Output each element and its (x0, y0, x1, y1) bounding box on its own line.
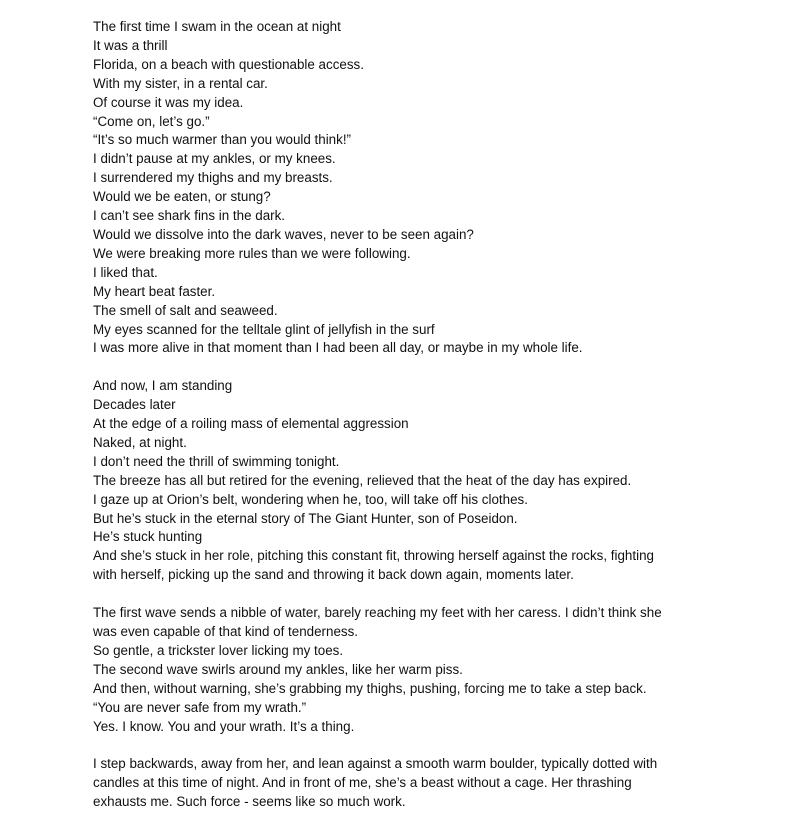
poem-line: We were breaking more rules than we were following. (93, 245, 411, 261)
poem-line: I gaze up at Orion’s belt, wondering when he, too, will take off his clothes. (93, 491, 528, 507)
poem-line: He’s stuck hunting (93, 529, 203, 545)
stanza-1 (93, 18, 713, 358)
poem-line: Would we dissolve into the dark waves, never to be seen again? (93, 226, 474, 242)
poem-line: And she’s stuck in her role, pitching this constant fit, throwing herself against the rocks, fighting (93, 548, 654, 564)
poem-line: Florida, on a beach with questionable access. (93, 56, 364, 72)
poem-line: The first time I swam in the ocean at night (93, 19, 341, 34)
poem-line: My heart beat faster. (93, 283, 216, 299)
poem-line: I step backwards, away from her, and lean against a smooth warm boulder, typically dotted with (93, 756, 658, 772)
poem-line: The smell of salt and seaweed. (93, 302, 278, 318)
poem-line: “Come on, let’s go.” (93, 113, 210, 129)
poem-page (93, 18, 713, 831)
poem-line: With my sister, in a rental car. (93, 75, 268, 91)
poem-line: Decades later (93, 397, 176, 413)
poem-line: At the edge of a roiling mass of elemental aggression (93, 416, 409, 432)
poem-line: I don’t need the thrill of swimming tonight. (93, 453, 340, 469)
poem-line: It was a thrill (93, 37, 168, 53)
poem-line: I liked that. (93, 264, 158, 280)
poem-line: The second wave swirls around my ankles, like her warm piss. (93, 661, 463, 677)
poem-line: candles at this time of night. And in front of me, she’s a beast without a cage. Her thrashing (93, 775, 632, 791)
poem-line: I was more alive in that moment than I had been all day, or maybe in my whole life. (93, 340, 583, 356)
poem-line: exhausts me. Such force - seems like so much work. (93, 794, 406, 810)
stanza-2 (93, 377, 713, 585)
poem-line: So gentle, a trickster lover licking my toes. (93, 642, 344, 658)
poem-line: The breeze has all but retired for the evening, relieved that the heat of the day has expired. (93, 472, 632, 488)
poem-line: The first wave sends a nibble of water, barely reaching my feet with her caress. I didn’t think she (93, 605, 662, 621)
poem-line: Of course it was my idea. (93, 94, 244, 110)
poem-line: But he’s stuck in the eternal story of The Giant Hunter, son of Poseidon. (93, 510, 518, 526)
poem-line: Yes. I know. You and your wrath. It’s a thing. (93, 718, 355, 734)
stanza-3 (93, 604, 713, 736)
poem-line: I can’t see shark fins in the dark. (93, 208, 286, 224)
poem-line: And now, I am standing (93, 378, 233, 394)
poem-line: I didn’t pause at my ankles, or my knees. (93, 151, 336, 167)
poem-line: Would we be eaten, or stung? (93, 189, 271, 205)
poem-line: was even capable of that kind of tenderness. (93, 623, 359, 639)
poem-line: “You are never safe from my wrath.” (93, 699, 307, 715)
poem-line: Naked, at night. (93, 434, 187, 450)
poem-line: “It’s so much warmer than you would think!” (93, 132, 351, 148)
poem-line: I surrendered my thighs and my breasts. (93, 170, 333, 186)
poem-line: with herself, picking up the sand and throwing it back down again, moments later. (93, 567, 574, 583)
stanza-4 (93, 755, 713, 812)
poem-line: My eyes scanned for the telltale glint of jellyfish in the surf (93, 321, 435, 337)
poem-line: And then, without warning, she’s grabbing my thighs, pushing, forcing me to take a step back. (93, 680, 647, 696)
